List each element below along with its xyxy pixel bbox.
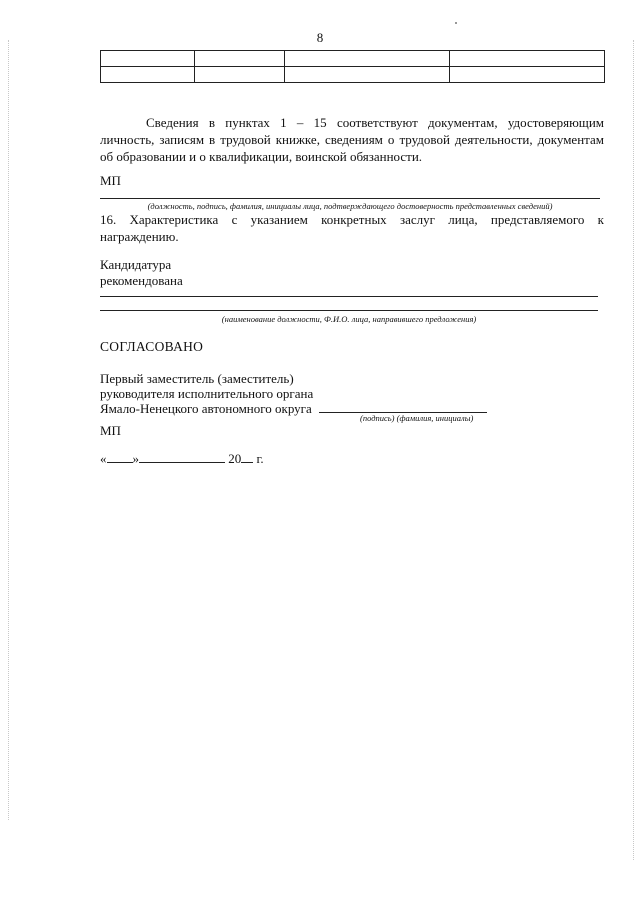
table-cell xyxy=(285,67,450,83)
recommender-caption: (наименование должности, Ф.И.О. лица, направившего предложения) xyxy=(221,314,477,324)
official-signature-line xyxy=(319,400,487,413)
left-scan-edge xyxy=(8,40,9,820)
table-cell xyxy=(450,67,605,83)
date-month-blank xyxy=(139,450,225,463)
official-line-3-text: Ямало-Ненецкого автономного округа xyxy=(100,401,312,416)
date-close-quote: » xyxy=(132,451,139,466)
signature-line xyxy=(100,198,600,199)
date-line xyxy=(100,450,264,467)
right-scan-edge xyxy=(633,40,634,860)
stamp-label: МП xyxy=(100,173,121,188)
recommender-line-2 xyxy=(100,310,598,311)
agreed-heading: СОГЛАСОВАНО xyxy=(100,339,204,354)
table-cell xyxy=(285,51,450,67)
item-16-characteristic: 16. Характеристика с указанием конкретных заслуг лица, представляемого к награждению. xyxy=(100,212,604,244)
date-day-blank xyxy=(107,450,133,463)
recommender-line-1 xyxy=(100,296,598,297)
table-cell xyxy=(101,67,195,83)
table-body xyxy=(101,51,605,83)
table-cell xyxy=(195,67,285,83)
table-cell xyxy=(101,51,195,67)
table-row xyxy=(101,51,605,67)
scan-speck xyxy=(455,22,457,24)
table-cell xyxy=(195,51,285,67)
signature-caption: (должность, подпись, фамилия, инициалы лица, подтверждающего достоверность представленных сведений) xyxy=(147,201,553,211)
stamp-label-2: МП xyxy=(100,423,121,438)
date-year-suffix: г. xyxy=(256,451,264,466)
candidacy-line-2: рекомендована xyxy=(100,273,183,288)
date-year-blank xyxy=(241,450,253,463)
date-open-quote: « xyxy=(100,451,107,466)
page-number: 8 xyxy=(316,30,324,45)
official-caption: (подпись) (фамилия, инициалы) xyxy=(360,413,474,423)
verification-statement: Сведения в пунктах 1 – 15 соответствуют документам, удостоверяющим личность, записям в трудовой книжке, сведениям о трудовой деятельности, документам об образовании и о квалификации, воинской обязанности. xyxy=(100,115,604,164)
official-line-1: Первый заместитель (заместитель) xyxy=(100,371,294,386)
table-row xyxy=(101,67,605,83)
date-year-prefix: 20 xyxy=(228,451,242,466)
official-line-2: руководителя исполнительного органа xyxy=(100,386,314,401)
candidacy-line-1: Кандидатура xyxy=(100,257,172,272)
continued-table xyxy=(100,50,605,83)
table-cell xyxy=(450,51,605,67)
